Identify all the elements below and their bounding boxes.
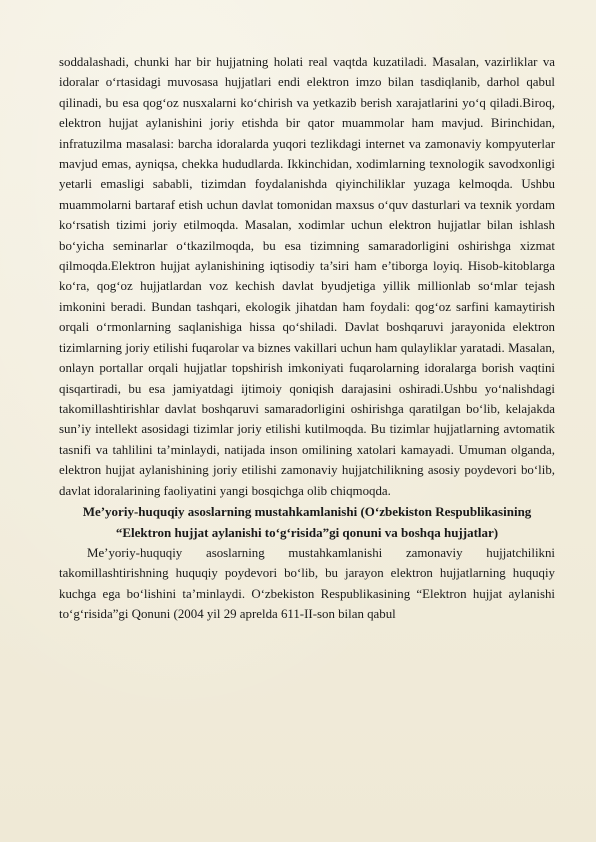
section-heading-line: “Elektron hujjat aylanishi to‘g‘risida”gi qonuni va boshqa hujjatlar) [115,524,499,540]
body-paragraph: soddalashadi, chunki har bir hujjatning holati real vaqtda kuzatiladi. Masalan, vazirliklar va idoralar o‘rtasidagi muvosasa hujjatlari endi elektron imzo bilan tasdiqlanib, darhol qabul qilinadi, bu esa qog‘oz nusxalarni ko‘chirish va yetkazib berish xarajatlarini yo‘q qiladi.Biroq, elektron hujjat aylanishini joriy etishda bir qator muammolar ham mavjud. Birinchidan, infratuzilma masalasi: barcha idoralarda yuqori tezlikdagi internet va zamonaviy kompyuterlar mavjud emas, ayniqsa, chekka hududlarda. Ikkinchidan, xodimlarning texnologik savodxonligi yetarli emasligi sababli, tizimdan foydalanishda qiyinchiliklar yuzaga kelmoqda. Ushbu muammolarni bartaraf etish uchun davlat tomonidan maxsus o‘quv dasturlari va texnik yordam ko‘rsatish tizimi joriy etilmoqda. Masalan, xodimlar uchun elektron hujjatlar bilan ishlash bo‘yicha seminarlar o‘tkazilmoqda, bu esa tizimning samaradorligini oshirishga xizmat qilmoqda.Elektron hujjat aylanishining iqtisodiy ta’siri ham e’tiborga loyiq. Hisob-kitoblarga ko‘ra, qog‘oz hujjatlardan voz kechish davlat byudjetiga yillik millionlab so‘mlar tejash imkonini beradi. Bundan tashqari, ekologik jihatdan ham foydali: qog‘oz sarfini kamaytirish orqali o‘rmonlarning saqlanishiga hissa qo‘shiladi. Davlat boshqaruvi jarayonida elektron tizimlarning joriy etilishi fuqarolar va biznes vakillari uchun ham qulayliklar yaratadi. Masalan, onlayn portallar orqali hujjatlar topshirish imkoniyati fuqarolarning idoralarga borish vaqtini qisqartiradi, bu esa jamiyatdagi ijtimoiy qoniqish darajasini oshiradi.Ushbu yo‘nalishdagi takomillashtirishlar davlat boshqaruvi samaradorligini oshirishga qaratilgan bo‘lib, kelajakda sun’iy intellekt asosidagi tizimlar joriy etilishi kutilmoqda. Bu tizimlar hujjatlarning avtomatik tasnifi va tahlilini ta’minlaydi, natijada inson omilining xatolari kamayadi. Umuman olganda, elektron hujjat aylanishining joriy etilishi zamonaviy hujjatchilikning asosiy poydevori bo‘lib, davlat idoralarining faoliyatini yangi bosqichga olib chiqmoqda. [59,55,555,498]
document-body [59,52,555,625]
section-heading-line: Me’yoriy-huquqiy asoslarning mustahkamlanishi (O‘zbekiston Respublikasining [82,503,532,519]
body-paragraph: Me’yoriy-huquqiy asoslarning mustahkamlanishi zamonaviy hujjatchilikni takomillashtirishning huquqiy poydevori bo‘lib, bu jarayon elektron hujjatlarning huquqiy kuchga ega bo‘lishini ta’minlaydi. O‘zbekiston Respublikasining “Elektron hujjat aylanishi to‘g‘risida”gi Qonuni (2004 yil 29 aprelda 611-II-son bilan qabul [59,545,555,622]
